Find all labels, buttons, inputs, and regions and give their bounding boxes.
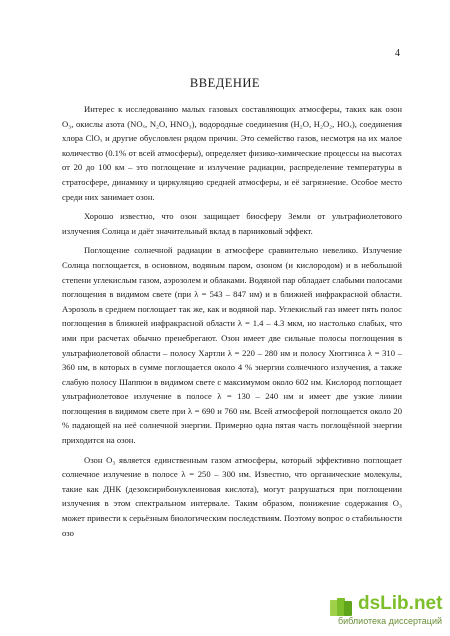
paragraph-ozone: Озон O₃ является единственным газом атмосферы, который эффективно поглощает солнечное излучение в полосе λ = 250 – 300 нм. Известно, что органические молекулы, такие как ДНК (дезоксирибонуклеиновая кислота), могут разрушаться при поглощении излучения в этом спектральном интервале. Таким образом, понижение содержания O₃ может привести к серьёзным биологическим последствиям. Поэтому вопрос о стабильности озо — [62, 454, 402, 538]
watermark-subtitle: библиотека диссертаций — [338, 616, 443, 626]
watermark[interactable] — [318, 593, 446, 629]
body-text — [62, 102, 402, 540]
section-title: ВВЕДЕНИЕ — [189, 76, 261, 90]
watermark-brand: dsLib.net — [358, 593, 443, 614]
page-number: 4 — [395, 48, 400, 59]
paragraph-absorption: Поглощение солнечной радиации в атмосфере сравнительно невелико. Излучение Солнца поглощается, в основном, водяным паром, озоном (и кислородом) и в небольшой степени углекислым газом, аэрозолем и облаками. Водяной пар обладает слабыми полосами поглощения в видимом свете (при λ = 543 – 847 нм) и в ближней инфракрасной области. Аэрозоль в среднем поглощает так же, как и водяной пар. Углекислый газ имеет пять полос поглощения в ближней инфракрасной области λ = 1.4 – 4.3 мкм, но настолько слабых, что ими при расчетах обычно пренебрегают. Озон имеет две сильные полосы поглощения в ультрафиолетовой области – полосу Хартли λ = 220 – 280 нм и полосу Хюггинса λ = 310 – 360 нм, в которых в сумме поглощается около 4 % энергии солнечного излучения, а также слабую полосу Шаппюи в видимом свете с максимумом около 602 нм. Кислород поглощает ультрафиолетовое излучение в полосе λ = 130 – 240 нм и имеет две узкие линии поглощения в видимом свете при λ = 690 и 760 нм. Всей атмосферой поглощается около 20 % падающей на неё солнечной энергии. Примерно одна пятая часть поглощённой энергии приходится на озон. — [62, 245, 402, 446]
paragraph-intro: Интерес к исследованию малых газовых составляющих атмосферы, таких как озон O₃, окислы азота (NOₓ, N₂O, HNO₃), водородные соединения (H₂O, H₂O₂, HOₓ), соединения хлора ClOₓ и другие обусловлен рядом причин. Это семейство газов, несмотря на их малое количество (0.1% от всей атмосферы), определяет физико-химические процессы на высотах от 20 до 100 км – это поглощение и излучение радиации, распределение температуры в стратосфере, динамику и циркуляцию средней атмосферы, и её загрязнение. Особое место среди них занимает озон. — [62, 104, 402, 202]
paragraph-biosphere: Хорошо известно, что озон защищает биосферу Земли от ультрафиолетового излучения Солнца и даёт значительный вклад в парниковый эффект. — [62, 211, 402, 236]
